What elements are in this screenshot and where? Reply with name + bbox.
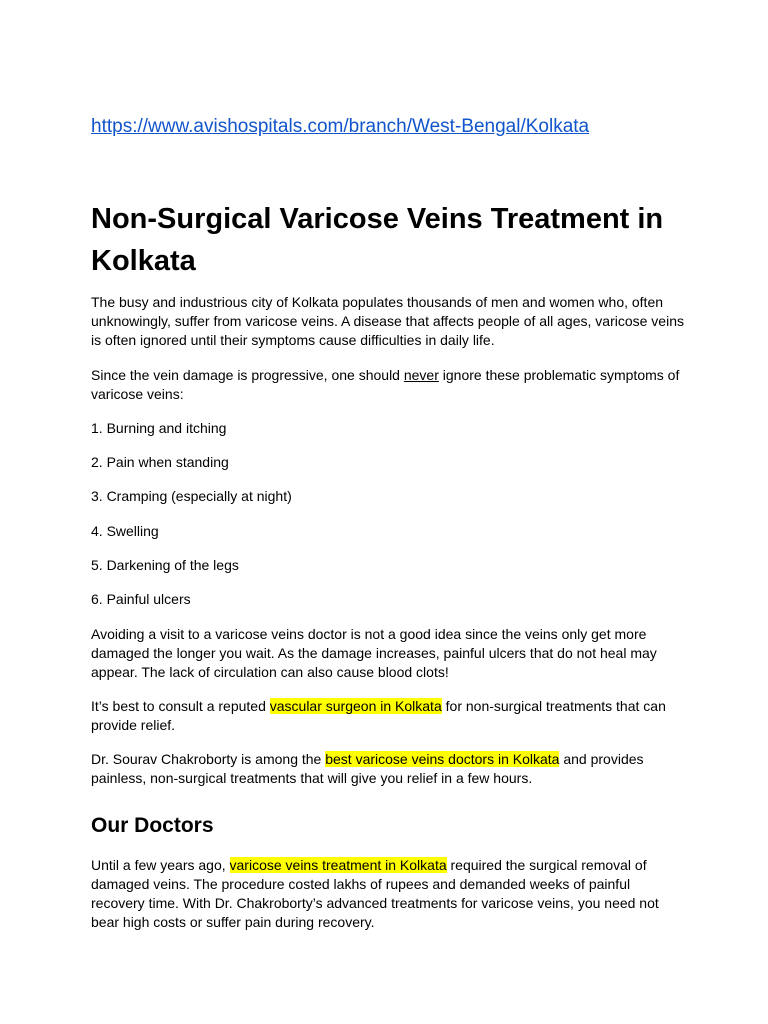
until-text-before: Until a few years ago, <box>91 857 230 873</box>
until-text-after: required the surgical removal of damaged veins. The procedure costed lakhs of rupees and demanded weeks of painful recovery time. With Dr. Chakroborty’s advanced treatments for varicose veins, you need not bear high costs or suffer pain during recovery. <box>91 857 659 930</box>
since-text-after: ignore these problematic symptoms of varicose veins: <box>91 367 680 402</box>
doctor-text-after: and provides painless, non-surgical treatments that will give you relief in a few hours. <box>91 751 644 786</box>
consult-paragraph <box>91 697 686 735</box>
vascular-surgeon-link[interactable]: vascular surgeon in Kolkata <box>269 698 442 714</box>
our-doctors-heading: Our Doctors <box>91 814 214 837</box>
intro-paragraph: The busy and industrious city of Kolkata populates thousands of men and women who, often unknowingly, suffer from varicose veins. A disease that affects people of all ages, varicose veins is often ignored until their symptoms cause difficulties in daily life. <box>91 294 684 348</box>
best-doctors-link[interactable]: best varicose veins doctors in Kolkata <box>325 751 560 767</box>
symptom-item: 6. Painful ulcers <box>91 591 191 607</box>
doctor-paragraph <box>91 750 686 788</box>
consult-text-after: for non-surgical treatments that can provide relief. <box>91 698 666 733</box>
symptom-item: 3. Cramping (especially at night) <box>91 488 292 504</box>
since-text-before: Since the vein damage is progressive, one should <box>91 367 404 383</box>
symptom-item: 5. Darkening of the legs <box>91 557 239 573</box>
symptom-item: 4. Swelling <box>91 523 159 539</box>
avoiding-paragraph: Avoiding a visit to a varicose veins doctor is not a good idea since the veins only get more damaged the longer you wait. As the damage increases, painful ulcers that do not heal may appear. The lack of circulation can also cause blood clots! <box>91 626 657 680</box>
symptom-item: 1. Burning and itching <box>91 420 227 436</box>
source-link[interactable]: https://www.avishospitals.com/branch/West-Bengal/Kolkata <box>91 116 590 137</box>
page-title: Non-Surgical Varicose Veins Treatment in Kolkata <box>91 203 664 277</box>
since-paragraph <box>91 366 686 404</box>
consult-text-before: It’s best to consult a reputed <box>91 698 270 714</box>
treatment-link[interactable]: varicose veins treatment in Kolkata <box>229 857 447 873</box>
doctor-text-before: Dr. Sourav Chakroborty is among the <box>91 751 326 767</box>
since-emphasis: never <box>403 367 439 383</box>
symptom-item: 2. Pain when standing <box>91 454 229 470</box>
until-paragraph <box>91 856 686 932</box>
